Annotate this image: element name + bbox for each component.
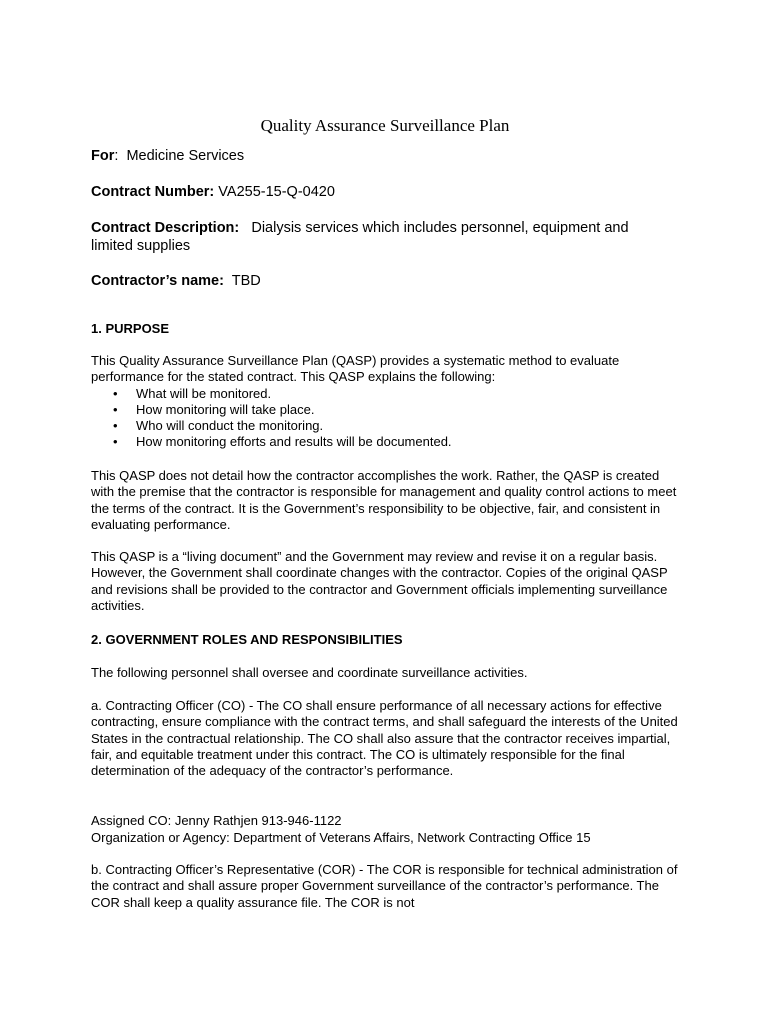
contract-description-field xyxy=(91,219,671,255)
bullet-icon: • xyxy=(113,385,118,401)
bullet-icon: • xyxy=(113,434,118,450)
section-1-intro-block xyxy=(91,353,681,451)
contract-description-value: Dialysis services which includes personnel, equipment and limited supplies xyxy=(91,220,629,254)
for-label: For xyxy=(91,148,115,164)
contractor-name-value: TBD xyxy=(231,273,261,289)
monitoring-bullet-list xyxy=(91,386,681,451)
section-1-intro: This Quality Assurance Surveillance Plan (QASP) provides a systematic method to evaluate performance for the stated contract. This QASP explains the following: xyxy=(91,353,620,385)
bullet-icon: • xyxy=(113,418,118,434)
contractor-name-field xyxy=(91,272,671,290)
contract-number-label: Contract Number: xyxy=(91,184,215,200)
bullet-icon: • xyxy=(113,401,118,417)
section-2-heading: 2. GOVERNMENT ROLES AND RESPONSIBILITIES xyxy=(91,632,403,647)
cor-paragraph: b. Contracting Officer’s Representative (COR) - The COR is responsible for technical administration of the contract and shall assure proper Government surveillance of the contractor’s performance. The COR shall keep a quality assurance file. The COR is not xyxy=(91,862,678,910)
section-1-paragraph-2: This QASP does not detail how the contractor accomplishes the work. Rather, the QASP is created with the premise that the contractor is responsible for management and quality control actions to meet the terms of the contract. It is the Government’s responsibility to be objective, fair, and consistent in evaluating performance. xyxy=(91,468,677,532)
for-field: For: Medicine Services xyxy=(91,148,245,164)
organization-line: Organization or Agency: Department of Veterans Affairs, Network Contracting Office 15 xyxy=(91,829,591,845)
assigned-co-line: Assigned CO: Jenny Rathjen 913-946-1122 xyxy=(91,813,342,828)
contract-number-value: VA255-15-Q-0420 xyxy=(218,184,335,200)
list-item xyxy=(91,418,681,434)
bullet-text: What will be monitored. xyxy=(136,385,272,401)
contract-description-label: Contract Description: xyxy=(91,220,240,236)
section-1-paragraph-3: This QASP is a “living document” and the Government may review and revise it on a regular basis. However, the Government shall coordinate changes with the contractor. Copies of the original QASP and revisions shall be provided to the contractor and Government officials implementing surveillance activities. xyxy=(91,549,668,613)
bullet-text: How monitoring efforts and results will be documented. xyxy=(136,434,452,450)
list-item xyxy=(91,434,681,450)
for-value: Medicine Services xyxy=(126,148,245,164)
section-2-intro: The following personnel shall oversee and coordinate surveillance activities. xyxy=(91,665,528,680)
bullet-text: How monitoring will take place. xyxy=(136,401,315,417)
list-item xyxy=(91,386,681,402)
section-1-heading: 1. PURPOSE xyxy=(91,321,170,336)
contracting-officer-paragraph: a. Contracting Officer (CO) - The CO shall ensure performance of all necessary actions for effective contracting, ensure compliance with the contract terms, and shall safeguard the interests of the United States in the contractual relationship. The CO shall also assure that the contractor receives impartial, fair, and equitable treatment under this contract. The CO is ultimately responsible for the final determination of the adequacy of the contractor’s performance. xyxy=(91,698,678,779)
document-title: Quality Assurance Surveillance Plan xyxy=(260,116,510,135)
list-item xyxy=(91,402,681,418)
contract-number-field xyxy=(91,183,671,201)
bullet-text: Who will conduct the monitoring. xyxy=(136,418,324,434)
contractor-name-label: Contractor’s name: xyxy=(91,273,224,289)
